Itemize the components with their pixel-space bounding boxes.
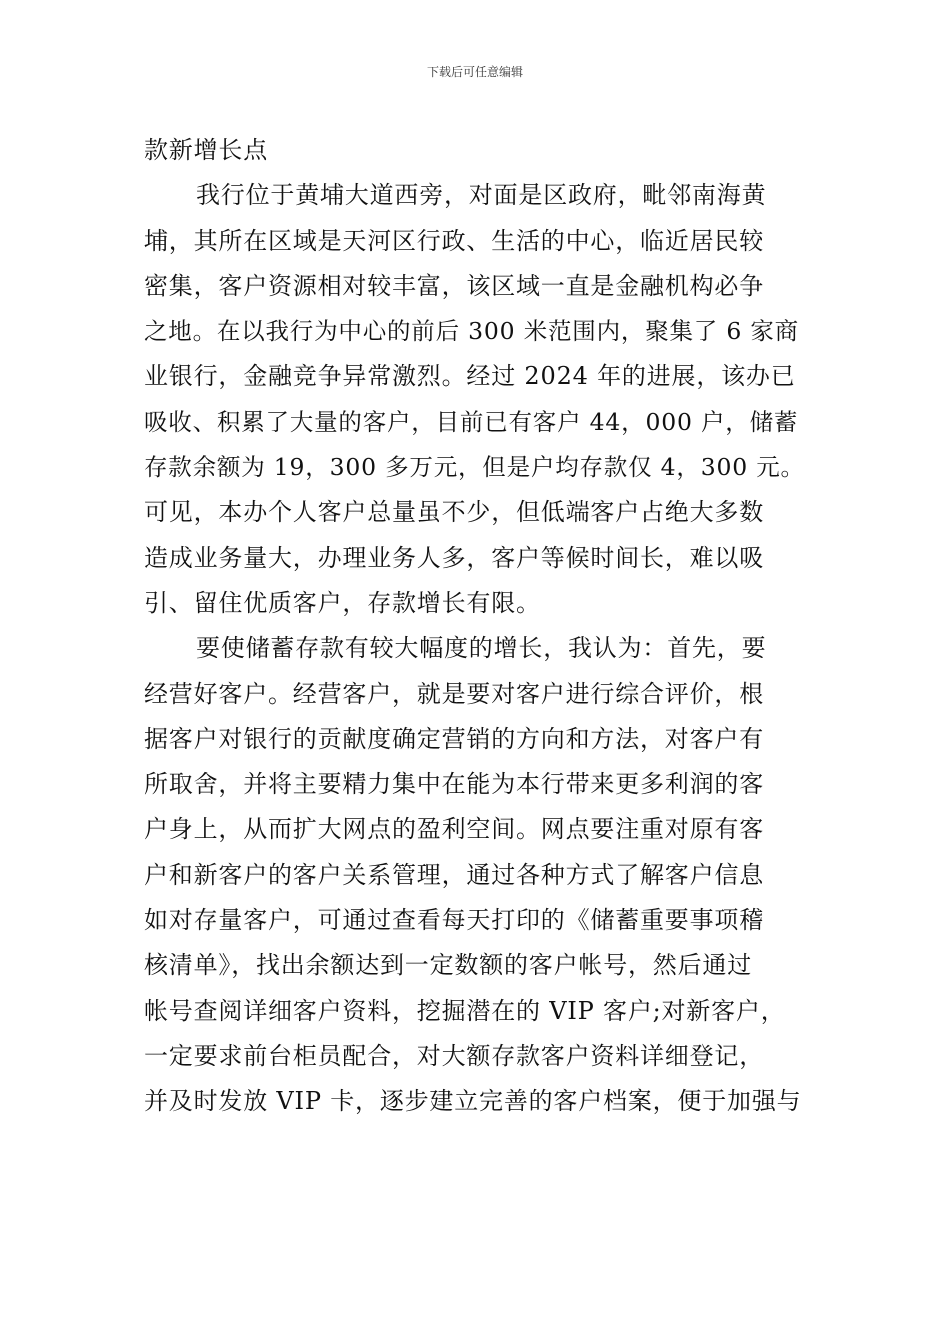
text-line: 吸收、积累了大量的客户，目前已有客户 44，000 户，储蓄 (144, 407, 799, 436)
text-line: 存款余额为 19，300 多万元，但是户均存款仅 4，300 元。 (144, 453, 805, 482)
text-line: 可见，本办个人客户总量虽不少，但低端客户占绝大多数 (144, 498, 764, 527)
body-text (144, 128, 806, 1125)
text-line: 一定要求前台柜员配合，对大额存款客户资料详细登记， (144, 1041, 764, 1070)
text-line: 之地。在以我行为中心的前后 300 米范围内，聚集了 6 家商 (144, 317, 799, 346)
text-line: 经营好客户。经营客户，就是要对客户进行综合评价，根 (144, 679, 764, 708)
text-line: 核清单》，找出余额达到一定数额的客户帐号，然后通过 (144, 951, 752, 980)
text-line: 业银行，金融竞争异常激烈。经过 2024 年的进展，该办已 (144, 362, 796, 391)
text-line: 要使储蓄存款有较大幅度的增长，我认为：首先，要 (196, 634, 767, 663)
text-line: 并及时发放 VIP 卡，逐步建立完善的客户档案，便于加强与 (144, 1087, 802, 1116)
text-line: 我行位于黄埔大道西旁，对面是区政府，毗邻南海黄 (196, 181, 767, 210)
text-line: 款新增长点 (144, 136, 268, 164)
text-line: 所取舍，并将主要精力集中在能为本行带来更多利润的客 (144, 770, 764, 799)
text-line: 户和新客户的客户关系管理，通过各种方式了解客户信息 (144, 860, 764, 889)
text-line: 密集，客户资源相对较丰富，该区域一直是金融机构必争 (144, 271, 764, 300)
text-line: 帐号查阅详细客户资料，挖掘潜在的 VIP 客户;对新客户， (144, 996, 786, 1025)
text-line: 埔，其所在区域是天河区行政、生活的中心，临近居民较 (144, 226, 764, 255)
text-line: 造成业务量大，办理业务人多，客户等候时间长，难以吸 (144, 543, 764, 572)
text-line: 户身上，从而扩大网点的盈利空间。网点要注重对原有客 (144, 815, 764, 844)
text-line: 如对存量客户，可通过查看每天打印的《储蓄重要事项稽 (144, 906, 764, 935)
text-line: 据客户对银行的贡献度确定营销的方向和方法，对客户有 (144, 724, 764, 753)
text-line: 引、留住优质客户，存款增长有限。 (144, 588, 541, 617)
header-note: 下载后可任意编辑 (426, 65, 523, 79)
